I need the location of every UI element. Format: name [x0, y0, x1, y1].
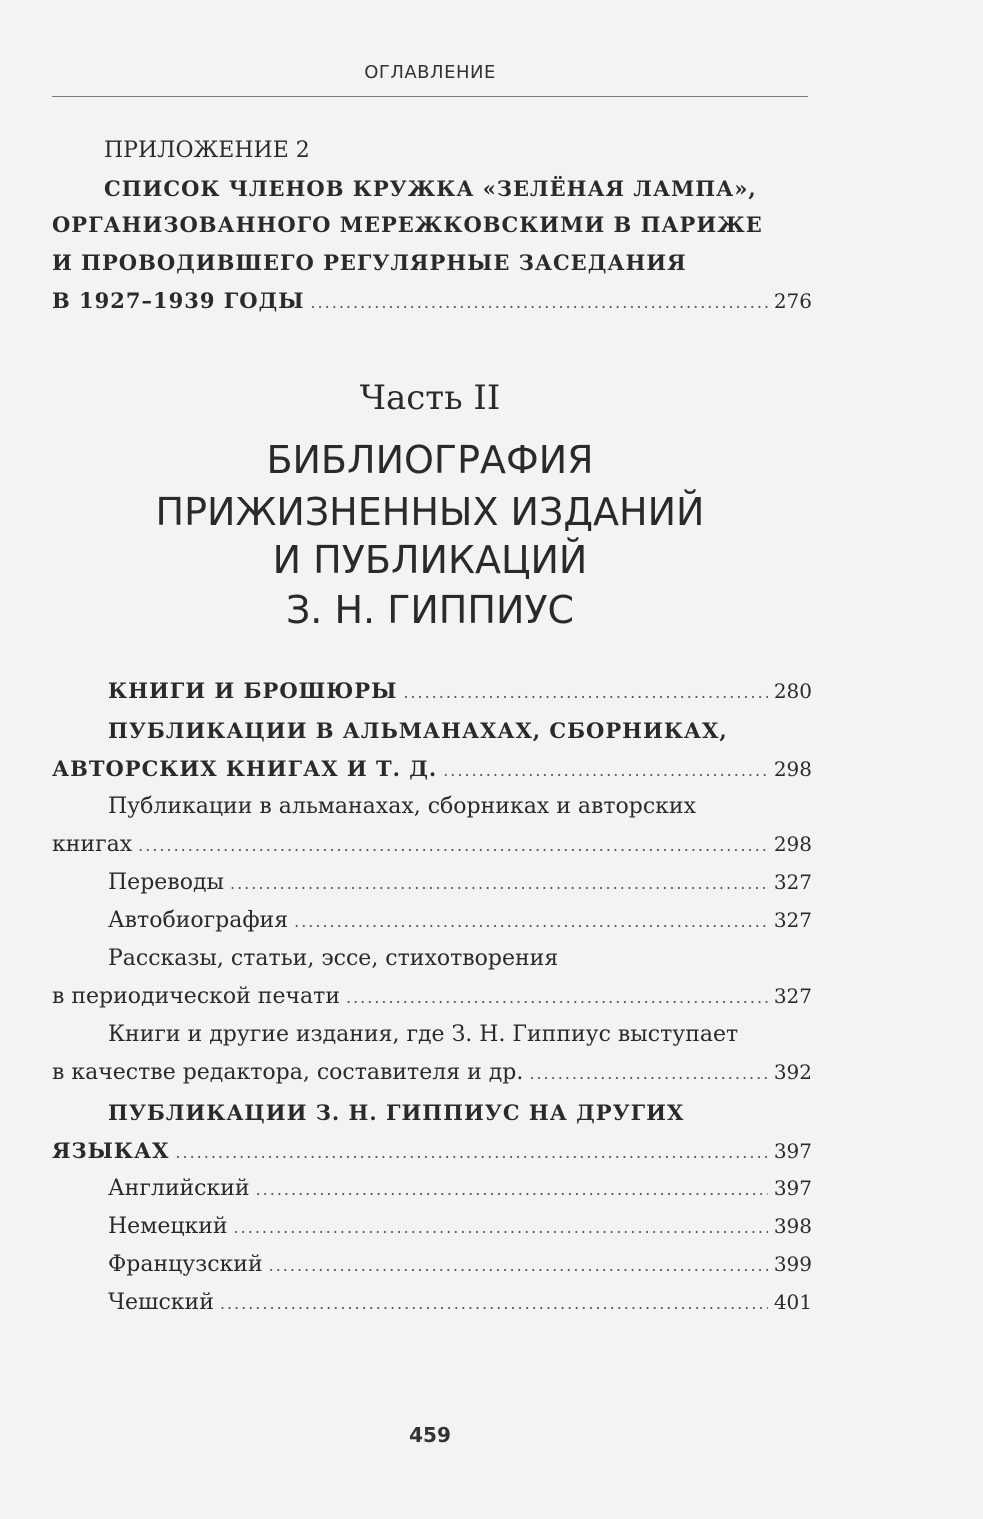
toc-entry-translations[interactable]: [108, 870, 812, 895]
toc-entry-text: Английский: [108, 1176, 250, 1201]
dot-leader: [443, 761, 768, 780]
appendix-title-line-2: ОРГАНИЗОВАННОГО МЕРЕЖКОВСКИМИ В ПАРИЖЕ: [52, 212, 763, 237]
dot-leader: [269, 1256, 768, 1275]
part-title-line-1: БИБЛИОГРАФИЯ: [266, 438, 594, 482]
page-number: 327: [773, 984, 812, 1008]
page-number: 392: [773, 1060, 812, 1084]
toc-entry-editor[interactable]: [52, 1060, 812, 1085]
page-number: 398: [773, 1214, 812, 1238]
toc-entry-text: в качестве редактора, составителя и др.: [52, 1060, 524, 1085]
toc-entry-other-langs[interactable]: [52, 1138, 812, 1163]
dot-leader: [310, 293, 767, 312]
toc-entry-text: Автобиография: [108, 908, 289, 933]
page-number: 397: [773, 1139, 812, 1163]
part-title-line-3: И ПУБЛИКАЦИЙ: [272, 538, 588, 582]
toc-entry-text: Немецкий: [108, 1214, 228, 1239]
dot-leader: [403, 683, 768, 702]
appendix-label: [104, 138, 310, 163]
dot-leader: [220, 1294, 768, 1313]
page-number: 397: [773, 1176, 812, 1200]
dot-leader: [175, 1143, 767, 1162]
appendix-title-line-1: СПИСОК ЧЛЕНОВ КРУЖКА «ЗЕЛЁНАЯ ЛАМПА»,: [104, 176, 757, 201]
toc-entry-text: ЯЗЫКАХ: [52, 1138, 170, 1163]
toc-entry-czech[interactable]: [108, 1290, 812, 1315]
dot-leader: [529, 1064, 767, 1083]
page-number: 327: [773, 870, 812, 894]
dot-leader: [230, 874, 768, 893]
dot-leader: [294, 912, 768, 931]
toc-entry-appendix[interactable]: [52, 288, 812, 313]
toc-entry-stories[interactable]: [52, 984, 812, 1009]
page-number: 298: [773, 832, 812, 856]
toc-entry-editor-line-1: Книги и другие издания, где З. Н. Гиппиус выступает: [108, 1022, 739, 1047]
toc-entry-almanacs[interactable]: [52, 756, 812, 781]
toc-entry-stories-line-1: Рассказы, статьи, эссе, стихотворения: [108, 946, 559, 971]
dot-leader: [138, 836, 768, 855]
header-rule: [52, 96, 808, 97]
toc-entry-almanacs-sub[interactable]: [52, 832, 812, 857]
toc-entry-text: Французский: [108, 1252, 263, 1277]
toc-entry-text: в периодической печати: [52, 984, 340, 1009]
toc-entry-text: В 1927–1939 ГОДЫ: [52, 288, 305, 313]
toc-entry-almanacs-line-1: ПУБЛИКАЦИИ В АЛЬМАНАХАХ, СБОРНИКАХ,: [108, 718, 728, 743]
dot-leader: [234, 1218, 768, 1237]
toc-entry-french[interactable]: [108, 1252, 812, 1277]
page-number: 399: [773, 1252, 812, 1276]
page-number: 327: [773, 908, 812, 932]
running-header: ОГЛАВЛЕНИЕ: [364, 62, 496, 83]
dot-leader: [346, 988, 768, 1007]
toc-entry-almanacs-sub-line-1: Публикации в альманахах, сборниках и авторских: [108, 794, 697, 819]
page-number: 401: [773, 1290, 812, 1314]
page-folio: 459: [409, 1423, 451, 1447]
toc-entry-other-langs-line-1: ПУБЛИКАЦИИ З. Н. ГИППИУС НА ДРУГИХ: [108, 1100, 685, 1125]
toc-entry-text: Чешский: [108, 1290, 214, 1315]
part-title-line-2: ПРИЖИЗНЕННЫХ ИЗДАНИЙ: [155, 490, 705, 534]
toc-entry-books[interactable]: [108, 678, 812, 703]
page-number: 280: [773, 679, 812, 703]
page-number: 298: [773, 757, 812, 781]
part-title-line-4: З. Н. ГИППИУС: [285, 588, 575, 632]
toc-entry-german[interactable]: [108, 1214, 812, 1239]
toc-entry-english[interactable]: [108, 1176, 812, 1201]
toc-entry-text: Переводы: [108, 870, 224, 895]
page-number: 276: [773, 289, 812, 313]
appendix-title-line-3: И ПРОВОДИВШЕГО РЕГУЛЯРНЫЕ ЗАСЕДАНИЯ: [52, 250, 687, 275]
appendix-label-text: ПРИЛОЖЕНИЕ 2: [104, 138, 310, 163]
dot-leader: [256, 1180, 768, 1199]
part-label: Часть II: [359, 378, 501, 418]
toc-entry-text: КНИГИ И БРОШЮРЫ: [108, 678, 398, 703]
toc-entry-text: АВТОРСКИХ КНИГАХ И Т. Д.: [52, 756, 438, 781]
toc-entry-autobiography[interactable]: [108, 908, 812, 933]
toc-entry-text: книгах: [52, 832, 133, 857]
